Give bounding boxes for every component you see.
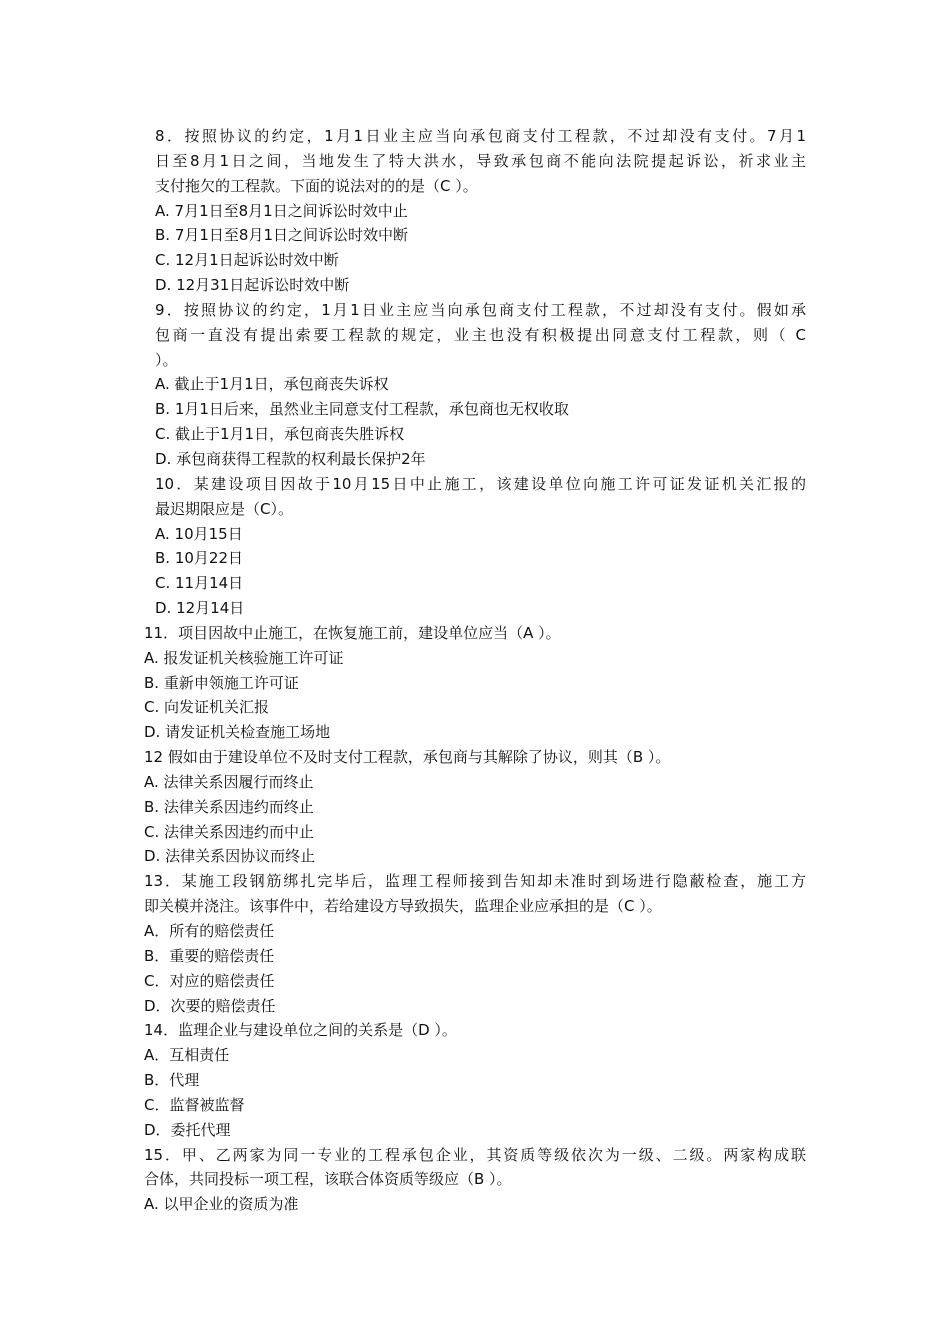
text-line: B. 重新申领施工许可证: [144, 673, 299, 692]
text-line: 10．某建设项目因故于10月15日中止施工，该建设单位向施工许可证发证机关汇报的: [155, 474, 806, 493]
text-line: 日至8月1日之间，当地发生了特大洪水，导致承包商不能向法院提起诉讼，祈求业主: [155, 151, 806, 170]
text-line: B．代理: [144, 1071, 200, 1090]
text-line: D. 请发证机关检查施工场地: [144, 723, 331, 742]
text-line: C. 11月14日: [155, 574, 244, 593]
text-line: A. 以甲企业的资质为准: [144, 1195, 299, 1214]
text-line: 11．项目因故中止施工，在恢复施工前，建设单位应当（A ）。: [144, 623, 561, 642]
text-line: 支付拖欠的工程款。下面的说法对的的是（C ）。: [155, 176, 478, 195]
text-line: C. 向发证机关汇报: [144, 698, 270, 717]
text-line: B. 7月1日至8月1日之间诉讼时效中断: [155, 226, 409, 245]
text-line: 8．按照协议的约定，1月1日业主应当向承包商支付工程款，不过却没有支付。7月1: [155, 127, 806, 145]
text-line: B．重要的赔偿责任: [144, 946, 275, 965]
text-line: B. 10月22日: [155, 549, 244, 568]
text-line: B. 法律关系因违约而终止: [144, 797, 314, 816]
text-line: 15．甲、乙两家为同一专业的工程承包企业，其资质等级依次为一级、二级。两家构成联: [144, 1145, 806, 1164]
text-line: A. 10月15日: [155, 524, 243, 543]
text-line: A. 7月1日至8月1日之间诉讼时效中止: [155, 201, 408, 220]
text-line: 14．监理企业与建设单位之间的关系是（D ）。: [144, 1021, 457, 1040]
text-line: C. 截止于1月1日，承包商丧失胜诉权: [155, 425, 405, 444]
text-line: B. 1月1日后来，虽然业主同意支付工程款，承包商也无权收取: [155, 400, 569, 419]
text-line: D．次要的赔偿责任: [144, 996, 276, 1015]
text-line: 即关模并浇注。该事件中，若给建设方导致损失，监理企业应承担的是（C ）。: [144, 897, 662, 916]
text-line: A. 法律关系因履行而终止: [144, 772, 314, 791]
text-line: D. 承包商获得工程款的权利最长保护2年: [155, 449, 426, 468]
text-line: 9．按照协议的约定，1月1日业主应当向承包商支付工程款，不过却没有支付。假如承: [155, 300, 806, 319]
text-line: ）。: [155, 350, 178, 369]
text-line: A．所有的赔偿责任: [144, 922, 275, 940]
text-line: A．互相责任: [144, 1046, 230, 1065]
text-line: D．委托代理: [144, 1120, 231, 1139]
text-line: 包商一直没有提出索要工程款的规定，业主也没有积极提出同意支付工程款，则（ C: [155, 325, 806, 344]
text-line: C．对应的赔偿责任: [144, 971, 275, 990]
document-page: [0, 124, 950, 1217]
text-line: C．监督被监督: [144, 1095, 245, 1114]
text-line: C. 12月1日起诉讼时效中断: [155, 251, 339, 270]
text-line: D. 法律关系因协议而终止: [144, 847, 316, 866]
text-line: 最迟期限应是（C）。: [155, 499, 293, 518]
text-line: D. 12月31日起诉讼时效中断: [155, 276, 350, 295]
text-line: A. 截止于1月1日，承包商丧失诉权: [155, 375, 389, 394]
text-line: 13．某施工段钢筋绑扎完毕后，监理工程师接到告知却未准时到场进行隐蔽检查，施工方: [144, 872, 806, 891]
text-line: 合体，共同投标一项工程，该联合体资质等级应（B ）。: [144, 1170, 512, 1189]
text-line: D. 12月14日: [155, 599, 245, 618]
text-line: A. 报发证机关核验施工许可证: [144, 648, 344, 667]
text-line: C. 法律关系因违约而中止: [144, 822, 315, 841]
text-line: 12 假如由于建设单位不及时支付工程款，承包商与其解除了协议，则其（B ）。: [144, 748, 671, 767]
